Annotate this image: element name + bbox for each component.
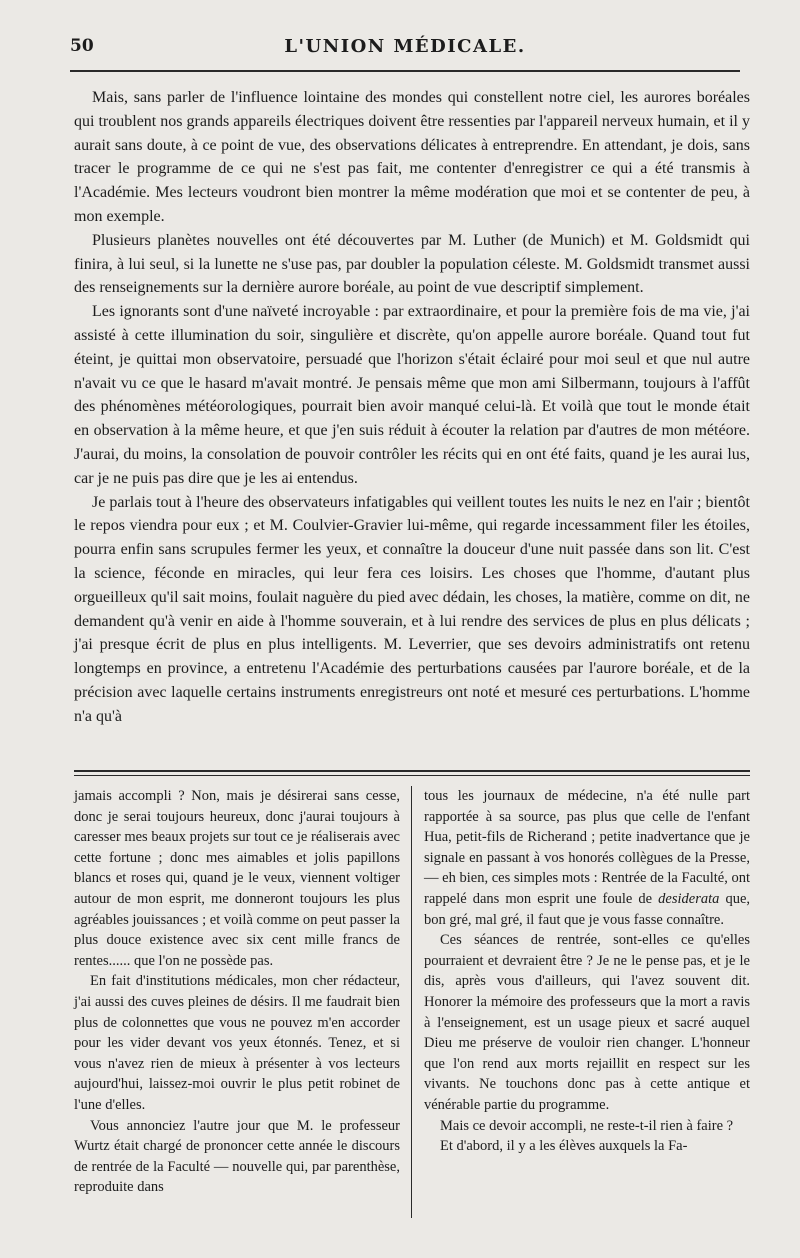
feuilleton-paragraph: Ces séances de rentrée, sont-elles ce qu'elles pourraient et devraient être ? Je ne le pense pas, et je le dis, après vous d'ailleurs, qui l'avez souvent dit. Honorer la mémoire des professeurs que la mort a ravis à l'enseignement, est un usage pieux et sacré auquel Dieu me préserve de vouloir rien changer. L'honneur que l'on rend aux morts rejaillit en respect sur les vivants. Ne touchons donc pas à cette antique et vénérable partie du programme. xyxy=(424,932,750,1113)
feuilleton-left-column xyxy=(74,786,400,1198)
feuilleton-right-column xyxy=(424,786,750,1157)
header-rule xyxy=(70,70,740,72)
italic-term: desiderata xyxy=(658,890,720,907)
feuilleton-paragraph: jamais accompli ? Non, mais je désirerai sans cesse, donc je serai toujours heureux, donc j'aurai toujours à caresser mes beaux projets sur tout ce je réaliserais avec cette fortune ; donc mes aimables et jolis papillons blancs et roses qui, quand je le veux, viennent voltiger autour de mon esprit, me donneront toujours les plus agréables jouissances ; et voilà comme on peut passer la plus douce existence avec six cent mille francs de rentes...... que l'on ne possède pas. xyxy=(74,788,400,969)
article-paragraph: Je parlais tout à l'heure des observateurs infatigables qui veillent toutes les nuits le nez en l'air ; bientôt le repos viendra pour eux ; et M. Coulvier-Gravier lui-même, qui regarde incessamment filer les étoiles, pourra enfin sans scrupules fermer les yeux, et connaître la douceur d'une nuit passée dans son lit. C'est la science, féconde en miracles, qui leur fera ces loisirs. Les choses que l'homme, d'autant plus orgueilleux qu'il sait moins, foulait naguère du pied avec dédain, les choses, la matière, comme on dit, ne demandent qu'à venir en aide à l'homme souverain, et à lui rendre des services de plus en plus délicats ; j'ai presque écrit de plus en plus intelligents. M. Leverrier, que ses devoirs administratifs ont retenu longtemps en province, a entretenu l'Académie des perturbations causées par l'aurore boréale, et de la précision avec laquelle certains instruments enregistreurs ont noté et mesuré ces perturbations. L'homme n'a qu'à xyxy=(74,493,750,725)
feuilleton-paragraph: Mais ce devoir accompli, ne reste-t-il rien à faire ? xyxy=(440,1117,734,1134)
running-title: L'UNION MÉDICALE. xyxy=(284,36,526,57)
paragraph-text: que, bon gré, mal gré, il faut que je vous fasse connaître. xyxy=(424,890,751,928)
feuilleton-divider-bottom xyxy=(74,775,750,776)
feuilleton-divider-top xyxy=(74,770,750,772)
article-paragraph: Mais, sans parler de l'influence lointaine des mondes qui constellent notre ciel, les aurores boréales qui troublent nos grands appareils électriques doivent être ressenties par l'appareil nerveux humain, et il y aurait sans doute, à ce point de vue, des observations délicates à entreprendre. En attendant, je dois, sans tracer le programme de ce qui ne s'est pas fait, me contenter d'enregistrer ce qui a été transmis à l'Académie. Mes lecteurs voudront bien montrer la même modération que moi et se contenter de peu, à mon exemple. xyxy=(74,89,750,225)
article-paragraph: Les ignorants sont d'une naïveté incroyable : par extraordinaire, et pour la première fois de ma vie, j'ai assisté à cette illumination du soir, singulière et discrète, qu'on appelle aurore boréale. Quand tout fut éteint, je quittai mon observatoire, persuadé que l'horizon s'était éclairé pour moi seul et que nul autre n'avait vu ce que le hasard m'avait montré. Je pensais même que mon ami Silbermann, toujours à l'affût des phénomènes météorologiques, pourrait bien avoir manqué celui-là. Et voilà que tout le monde était en observation à la même heure, et que j'en suis réduit à écouter la relation par d'autres de mon météore. J'aurai, du moins, la consolation de pouvoir contrôler les récits qui en ont été faits, quand je les aurai lus, car je ne puis pas dire que je les ai entendus. xyxy=(74,303,750,487)
paragraph-text: tous les journaux de médecine, n'a été nulle part rapportée à sa source, pas plus que celle de l'enfant Hua, petit-fils de Richerand ; petite inadvertance que je signale en passant à vos honorés collègues de la Presse, — eh bien, ces simples mots : Rentrée de la Faculté, ont rappelé dans mon esprit une foule de xyxy=(424,788,750,907)
feuilleton-paragraph: Vous annonciez l'autre jour que M. le professeur Wurtz était chargé de prononcer cette année le discours de rentrée de la Faculté — nouvelle qui, par parenthèse, reproduite dans xyxy=(74,1117,400,1196)
feuilleton-paragraph: Et d'abord, il y a les élèves auxquels la Fa- xyxy=(440,1138,688,1155)
column-separator xyxy=(411,786,412,1218)
page-header xyxy=(70,36,740,66)
main-article xyxy=(74,86,750,729)
feuilleton-paragraph: En fait d'institutions médicales, mon cher rédacteur, j'ai aussi des cuves pleines de désirs. Il me faudrait bien plus de colonnettes que vous ne pouvez m'en accorder pour les vider devant vos yeux étonnés. Tenez, et si vous n'avez rien de mieux à présenter à vos lecteurs aujourd'hui, laissez-moi ouvrir le plus petit robinet de l'une d'elles. xyxy=(74,973,400,1113)
feuilleton-paragraph xyxy=(424,786,750,930)
article-paragraph: Plusieurs planètes nouvelles ont été découvertes par M. Luther (de Munich) et M. Goldsmidt qui finira, à lui seul, si la lunette ne s'use pas, par doubler la population céleste. M. Goldsmidt transmet aussi des renseignements sur la dernière aurore boréale, au point de vue descriptif simplement. xyxy=(74,231,750,297)
page-number: 50 xyxy=(70,36,94,56)
